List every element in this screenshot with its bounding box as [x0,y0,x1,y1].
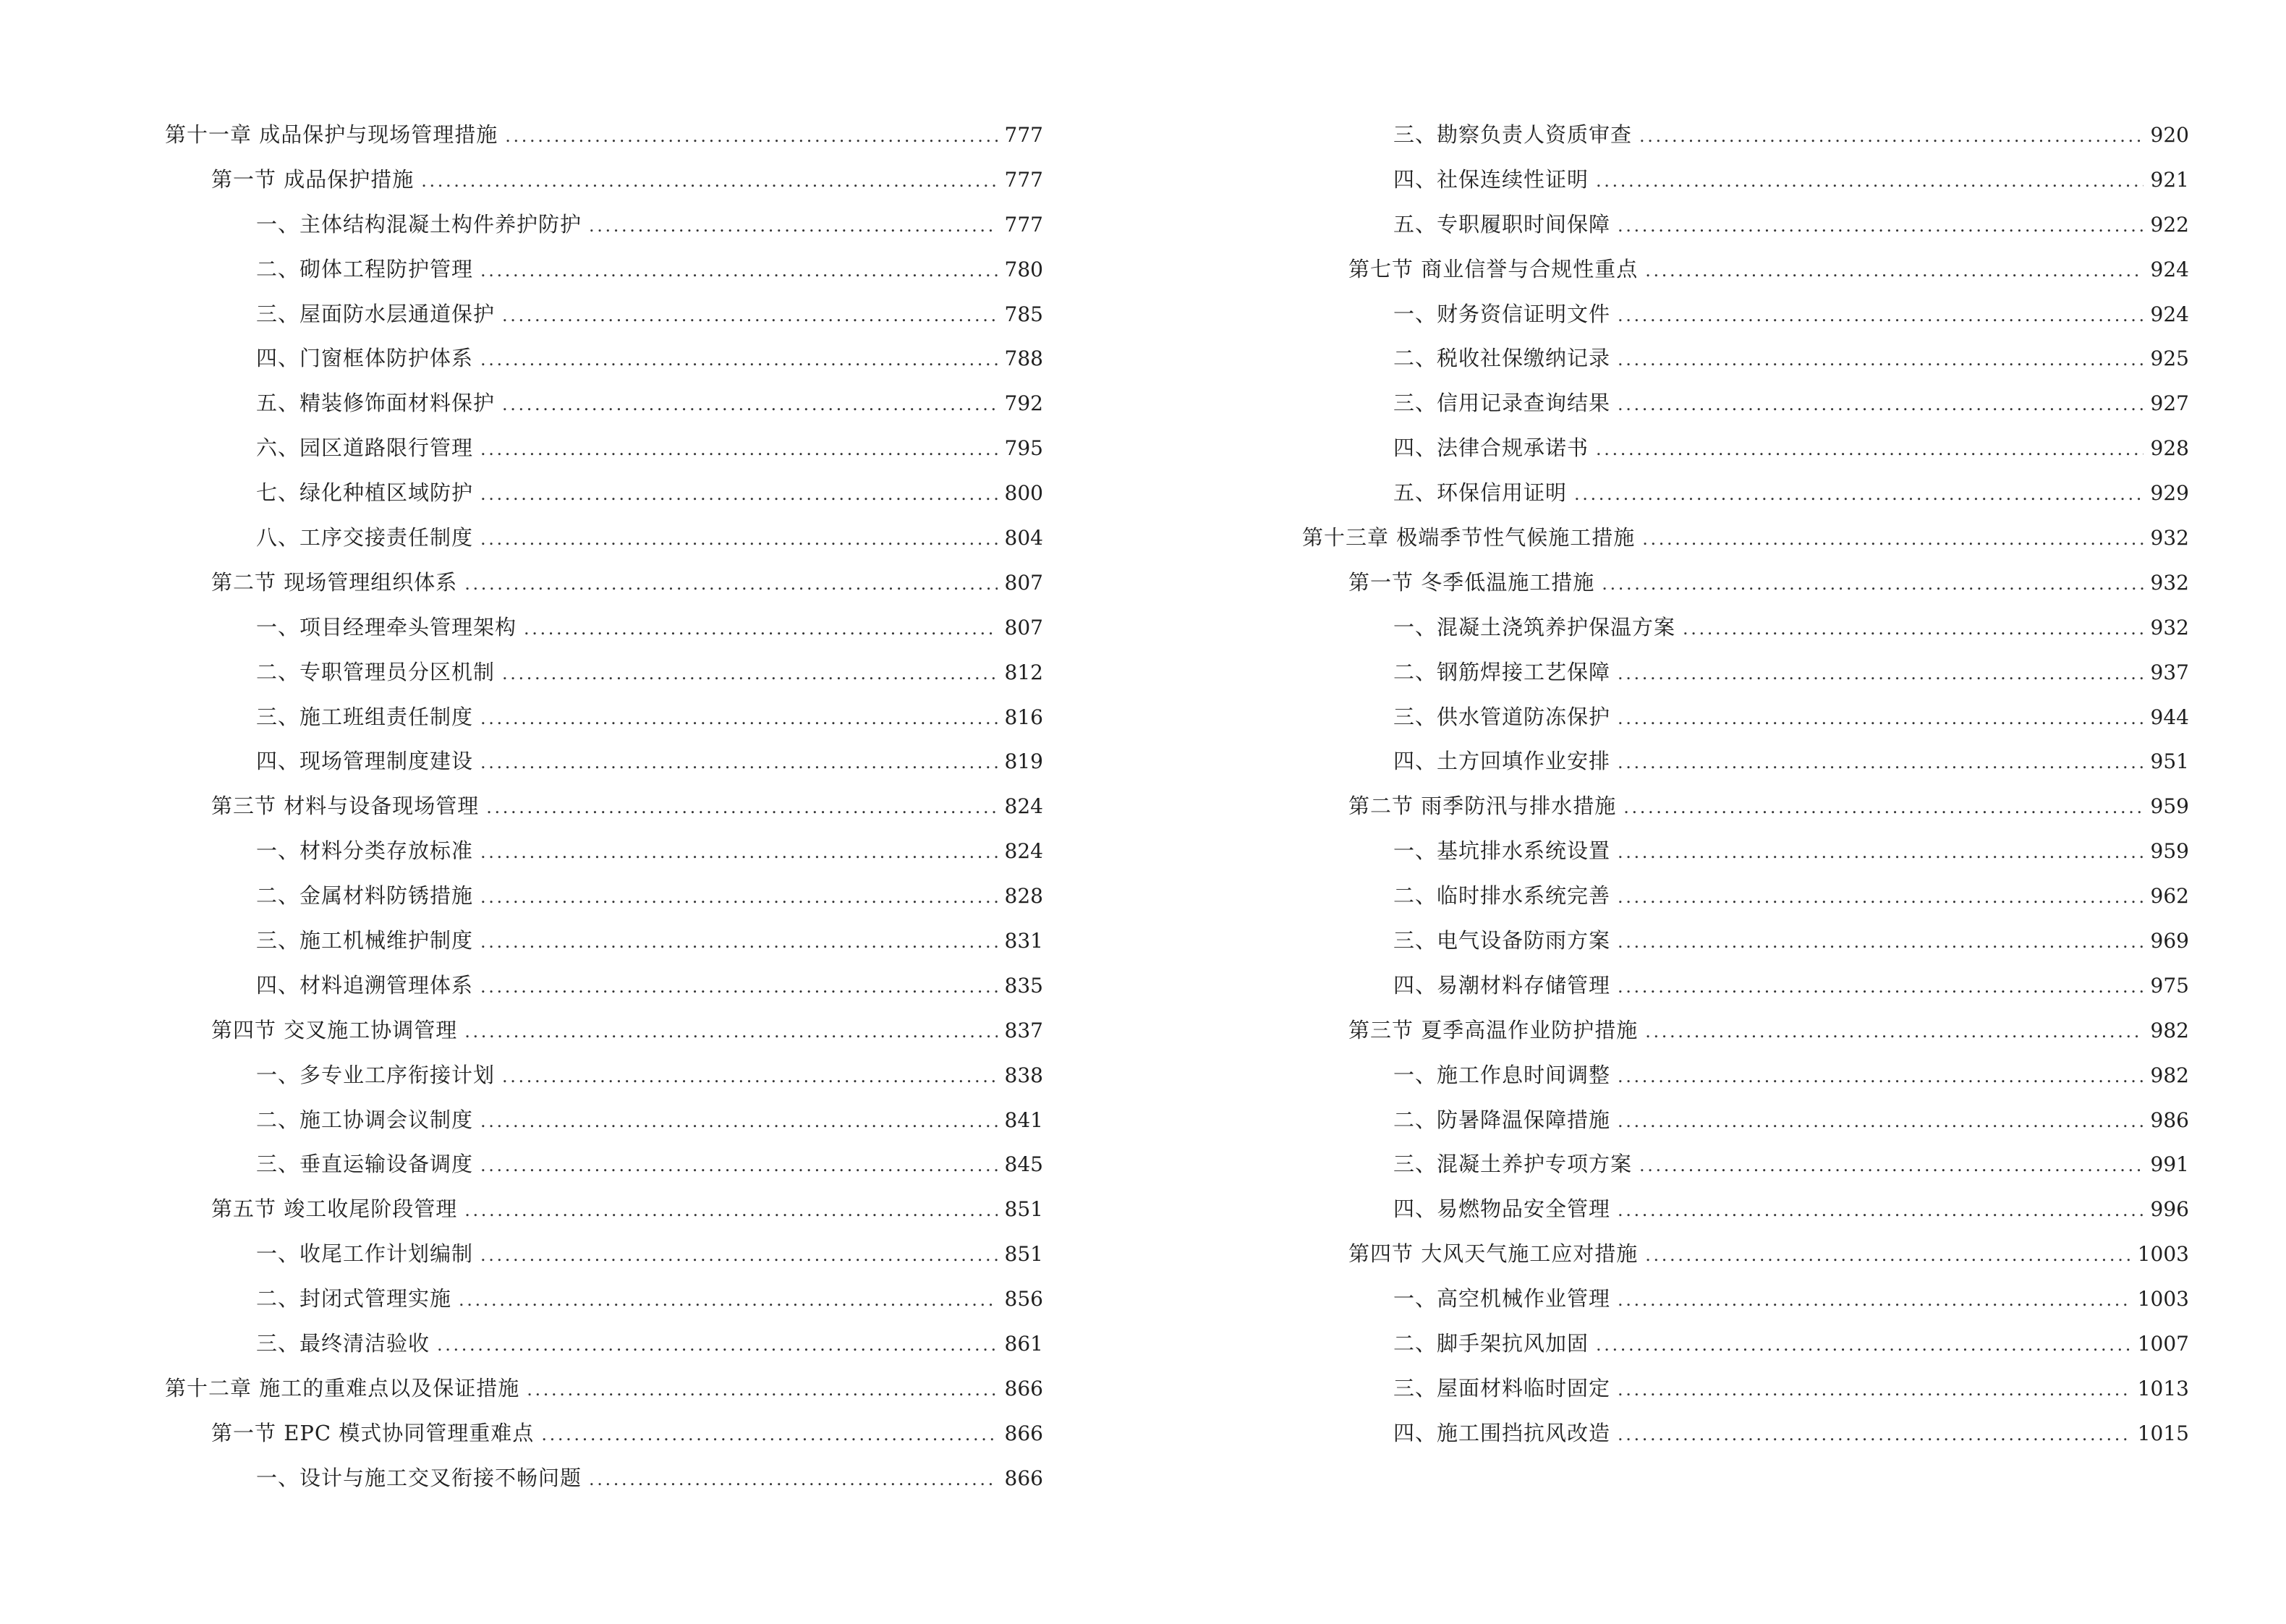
toc-entry-title: 四、材料追溯管理体系 [256,972,474,998]
toc-entry-title: 二、钢筋焊接工艺保障 [1393,659,1611,684]
toc-dot-leader [480,1233,998,1278]
toc-entry-page: 819 [1004,749,1043,774]
toc-entry [1302,292,2189,337]
toc-entry [1302,1098,2189,1143]
toc-entry-page: 837 [1004,1018,1043,1042]
toc-dot-leader [464,562,997,607]
toc-entry-title: 第十三章 极端季节性气候施工措施 [1302,525,1636,550]
toc-dot-leader [1618,1189,2143,1233]
toc-entry [165,1142,1043,1187]
toc-entry [1302,381,2189,426]
toc-dot-leader [1639,1144,2143,1189]
toc-entry-page: 927 [2150,391,2189,416]
toc-entry [165,247,1043,292]
toc-dot-leader [1645,249,2143,294]
toc-dot-leader [502,652,998,697]
toc-entry-page: 851 [1004,1197,1043,1222]
toc-entry [165,1456,1043,1501]
toc-entry [1302,336,2189,381]
toc-entry [165,381,1043,426]
toc-entry [1302,1366,2189,1411]
toc-dot-leader [1602,562,2143,607]
toc-entry-title: 三、屋面材料临时固定 [1393,1375,1611,1400]
toc-entry-title: 四、土方回填作业安排 [1393,749,1611,774]
toc-entry [1302,471,2189,516]
toc-entry-page: 812 [1004,660,1043,684]
toc-dot-leader [480,338,998,383]
toc-entry-title: 一、施工作息时间调整 [1393,1062,1611,1087]
toc-entry [165,1411,1043,1456]
toc-entry [1302,695,2189,740]
toc-entry-title: 第一节 冬季低温施工措施 [1348,569,1595,595]
toc-entry [165,561,1043,605]
toc-entry-title: 五、精装修饰面材料保护 [256,391,496,416]
toc-right-column [1302,113,2189,1456]
toc-entry-title: 二、临时排水系统完善 [1393,883,1611,909]
toc-entry [165,336,1043,381]
toc-entry-title: 四、易潮材料存储管理 [1393,972,1611,998]
toc-dot-leader [1596,1323,2130,1368]
toc-entry-page: 969 [2150,929,2189,953]
toc-entry-page: 777 [1004,167,1043,192]
toc-dot-leader [459,1278,998,1323]
toc-entry [165,471,1043,516]
toc-entry-page: 932 [2150,570,2189,595]
toc-entry-title: 第二节 雨季防汛与排水措施 [1348,794,1617,819]
toc-entry-title: 六、园区道路限行管理 [256,435,474,461]
toc-dot-leader [1618,965,2143,1010]
toc-entry-title: 第五节 竣工收尾阶段管理 [211,1196,458,1222]
toc-entry-page: 924 [2150,302,2189,326]
toc-entry-title: 二、封闭式管理实施 [256,1286,452,1311]
toc-entry-title: 二、税收社保缴纳记录 [1393,346,1611,371]
toc-entry [1302,1411,2189,1456]
toc-entry-page: 792 [1004,391,1043,416]
toc-dot-leader [480,1100,998,1144]
toc-left-column [165,113,1043,1501]
toc-dot-leader [486,786,997,830]
toc-entry-page: 959 [2150,794,2189,819]
toc-entry-title: 四、施工围挡抗风改造 [1393,1420,1611,1445]
toc-entry-title: 三、垂直运输设备调度 [256,1152,474,1177]
toc-dot-leader [502,1055,998,1100]
toc-entry-page: 861 [1004,1332,1043,1356]
toc-dot-leader [480,1144,998,1189]
toc-entry-title: 一、项目经理牵头管理架构 [256,614,517,639]
toc-entry [1302,739,2189,784]
toc-entry-title: 第四节 交叉施工协调管理 [211,1017,458,1042]
toc-entry-title: 第七节 商业信誉与合规性重点 [1348,256,1639,281]
toc-entry-title: 第十二章 施工的重难点以及保证措施 [165,1375,520,1400]
toc-entry-page: 951 [2150,749,2189,774]
toc-entry-title: 三、施工机械维护制度 [256,928,474,953]
toc-dot-leader [1618,204,2143,249]
toc-dot-leader [480,517,998,562]
toc-entry-page: 1007 [2137,1332,2189,1356]
toc-entry-title: 四、门窗框体防护体系 [256,346,474,371]
toc-dot-leader [480,920,998,965]
toc-entry [1302,829,2189,874]
toc-dot-leader [1639,114,2143,159]
toc-dot-leader [1642,517,2143,562]
toc-entry [165,605,1043,650]
toc-entry [165,1277,1043,1322]
toc-entry-title: 第一节 成品保护措施 [211,166,415,192]
toc-entry-title: 三、信用记录查询结果 [1393,391,1611,416]
toc-entry-title: 八、工序交接责任制度 [256,525,474,550]
toc-entry-title: 第二节 现场管理组织体系 [211,569,458,595]
toc-entry [1302,964,2189,1008]
toc-entry-page: 795 [1004,436,1043,461]
toc-entry-page: 828 [1004,884,1043,909]
toc-entry [165,1187,1043,1232]
toc-entry-page: 851 [1004,1242,1043,1267]
toc-entry-page: 835 [1004,973,1043,998]
toc-entry [1302,426,2189,471]
toc-entry-page: 929 [2150,481,2189,506]
toc-dot-leader [1618,1368,2130,1413]
toc-entry [1302,1008,2189,1053]
toc-entry [165,292,1043,337]
toc-dot-leader [1574,472,2143,517]
toc-entry [1302,605,2189,650]
toc-entry-page: 866 [1004,1466,1043,1490]
toc-dot-leader [1618,294,2143,339]
toc-entry-page: 824 [1004,839,1043,864]
toc-entry-page: 780 [1004,257,1043,281]
toc-entry [1302,1277,2189,1322]
toc-entry [1302,113,2189,158]
toc-entry-page: 816 [1004,705,1043,729]
toc-entry [1302,1053,2189,1098]
toc-dot-leader [464,1010,997,1055]
toc-entry-page: 785 [1004,302,1043,326]
toc-dot-leader [1618,652,2143,697]
toc-entry-page: 925 [2150,347,2189,371]
toc-dot-leader [480,830,998,875]
toc-entry [165,113,1043,158]
toc-entry-title: 二、专职管理员分区机制 [256,659,496,684]
toc-entry-title: 四、法律合规承诺书 [1393,435,1589,461]
toc-entry-page: 928 [2150,436,2189,461]
toc-entry [165,964,1043,1008]
toc-dot-leader [1618,338,2143,383]
toc-entry-title: 二、砌体工程防护管理 [256,256,474,281]
toc-dot-leader [1618,741,2143,786]
toc-dot-leader [1683,607,2143,652]
toc-entry-page: 975 [2150,973,2189,998]
toc-entry-page: 922 [2150,212,2189,237]
toc-entry-page: 804 [1004,526,1043,550]
toc-entry-title: 二、金属材料防锈措施 [256,883,474,909]
toc-dot-leader [464,1189,997,1233]
toc-entry-title: 五、专职履职时间保障 [1393,211,1611,237]
toc-entry-page: 845 [1004,1152,1043,1177]
toc-entry-title: 三、电气设备防雨方案 [1393,928,1611,953]
toc-entry-title: 三、供水管道防冻保护 [1393,704,1611,729]
toc-entry [165,1053,1043,1098]
toc-entry-page: 932 [2150,526,2189,550]
toc-entry [1302,1322,2189,1366]
toc-dot-leader [502,383,998,428]
toc-entry-title: 三、最终清洁验收 [256,1331,430,1356]
toc-dot-leader [1618,1278,2130,1323]
toc-entry-page: 959 [2150,839,2189,864]
toc-dot-leader [480,875,998,920]
toc-entry-page: 866 [1004,1376,1043,1400]
toc-dot-leader [1596,159,2143,204]
toc-entry-title: 一、财务资信证明文件 [1393,301,1611,326]
toc-dot-leader [502,294,998,339]
toc-entry-title: 一、基坑排水系统设置 [1393,838,1611,864]
toc-entry-page: 841 [1004,1108,1043,1132]
toc-dot-leader [1618,1100,2143,1144]
toc-entry-page: 824 [1004,794,1043,819]
toc-entry [1302,516,2189,561]
toc-entry [1302,561,2189,605]
toc-dot-leader [480,249,998,294]
toc-entry-title: 一、主体结构混凝土构件养护防护 [256,211,582,237]
toc-entry-page: 921 [2150,167,2189,192]
toc-entry-page: 1015 [2137,1421,2189,1445]
toc-entry-title: 二、脚手架抗风加固 [1393,1331,1589,1356]
toc-dot-leader [1623,786,2143,830]
toc-dot-leader [589,1458,998,1502]
toc-dot-leader [437,1323,998,1368]
toc-dot-leader [480,965,998,1010]
toc-dot-leader [1618,830,2143,875]
toc-entry [165,919,1043,964]
toc-entry-page: 788 [1004,347,1043,371]
toc-entry-page: 807 [1004,615,1043,639]
toc-dot-leader [480,472,998,517]
toc-entry-title: 二、施工协调会议制度 [256,1107,474,1132]
toc-entry [165,874,1043,919]
toc-entry-page: 982 [2150,1018,2189,1042]
toc-dot-leader [1645,1010,2143,1055]
toc-entry [1302,1187,2189,1232]
toc-entry [1302,1232,2189,1277]
toc-dot-leader [524,607,998,652]
toc-entry [1302,874,2189,919]
toc-entry-title: 四、易燃物品安全管理 [1393,1196,1611,1222]
toc-entry-title: 一、收尾工作计划编制 [256,1241,474,1267]
toc-entry-title: 四、社保连续性证明 [1393,166,1589,192]
toc-entry-title: 三、混凝土养护专项方案 [1393,1152,1633,1177]
toc-entry-title: 第三节 夏季高温作业防护措施 [1348,1017,1639,1042]
toc-entry-page: 866 [1004,1421,1043,1445]
toc-entry-page: 1003 [2137,1242,2189,1267]
toc-entry-page: 777 [1004,212,1043,237]
toc-dot-leader [1596,428,2143,472]
toc-dot-leader [1618,875,2143,920]
toc-dot-leader [480,741,998,786]
toc-entry [1302,784,2189,829]
toc-entry [165,695,1043,740]
toc-entry [165,158,1043,203]
toc-entry [1302,158,2189,203]
toc-entry-title: 四、现场管理制度建设 [256,749,474,774]
toc-entry-page: 996 [2150,1197,2189,1222]
toc-entry-page: 1003 [2137,1287,2189,1311]
toc-entry-page: 777 [1004,123,1043,147]
toc-entry-title: 一、多专业工序衔接计划 [256,1062,496,1087]
toc-entry-title: 五、环保信用证明 [1393,480,1568,506]
toc-entry [165,1366,1043,1411]
toc-entry-title: 第十一章 成品保护与现场管理措施 [165,122,498,147]
toc-entry [165,1322,1043,1366]
toc-entry [165,739,1043,784]
toc-dot-leader [1618,697,2143,741]
toc-entry-title: 第一节 EPC 模式协同管理重难点 [211,1420,535,1445]
toc-entry [165,829,1043,874]
toc-entry-title: 一、混凝土浇筑养护保温方案 [1393,614,1676,639]
toc-dot-leader [527,1368,997,1413]
toc-entry-title: 一、设计与施工交叉衔接不畅问题 [256,1465,582,1490]
toc-entry [1302,650,2189,695]
toc-entry-page: 986 [2150,1108,2189,1132]
toc-dot-leader [589,204,998,249]
toc-dot-leader [541,1413,997,1458]
toc-entry-title: 二、防暑降温保障措施 [1393,1107,1611,1132]
toc-entry-page: 838 [1004,1063,1043,1087]
toc-entry-page: 1013 [2137,1376,2189,1400]
toc-dot-leader [480,697,998,741]
toc-entry [165,784,1043,829]
toc-entry-page: 856 [1004,1287,1043,1311]
toc-entry-page: 944 [2150,705,2189,729]
toc-entry-page: 924 [2150,257,2189,281]
toc-entry-title: 三、勘察负责人资质审查 [1393,122,1633,147]
toc-entry [1302,203,2189,247]
toc-entry-page: 982 [2150,1063,2189,1087]
toc-entry [165,203,1043,247]
toc-entry-title: 七、绿化种植区域防护 [256,480,474,506]
toc-dot-leader [421,159,997,204]
toc-entry [165,1232,1043,1277]
toc-entry-title: 一、高空机械作业管理 [1393,1286,1611,1311]
toc-entry-title: 一、材料分类存放标准 [256,838,474,864]
toc-entry-title: 第四节 大风天气施工应对措施 [1348,1241,1639,1267]
toc-entry [1302,1142,2189,1187]
toc-entry-page: 991 [2150,1152,2189,1177]
toc-entry [165,516,1043,561]
toc-dot-leader [1618,383,2143,428]
toc-dot-leader [1618,1413,2130,1458]
toc-entry-page: 937 [2150,660,2189,684]
toc-entry-page: 800 [1004,481,1043,506]
toc-entry-title: 第三节 材料与设备现场管理 [211,794,480,819]
toc-entry [165,426,1043,471]
toc-dot-leader [480,428,998,472]
toc-entry-page: 962 [2150,884,2189,909]
toc-dot-leader [1618,920,2143,965]
toc-dot-leader [1618,1055,2143,1100]
toc-entry [1302,919,2189,964]
toc-entry-page: 807 [1004,570,1043,595]
toc-entry [165,1098,1043,1143]
toc-entry-page: 920 [2150,123,2189,147]
toc-dot-leader [505,114,997,159]
toc-entry-title: 三、屋面防水层通道保护 [256,301,496,326]
toc-entry-page: 831 [1004,929,1043,953]
toc-entry [1302,247,2189,292]
toc-entry [165,650,1043,695]
toc-entry-page: 932 [2150,615,2189,639]
toc-entry-title: 三、施工班组责任制度 [256,704,474,729]
toc-dot-leader [1645,1233,2130,1278]
toc-entry [165,1008,1043,1053]
